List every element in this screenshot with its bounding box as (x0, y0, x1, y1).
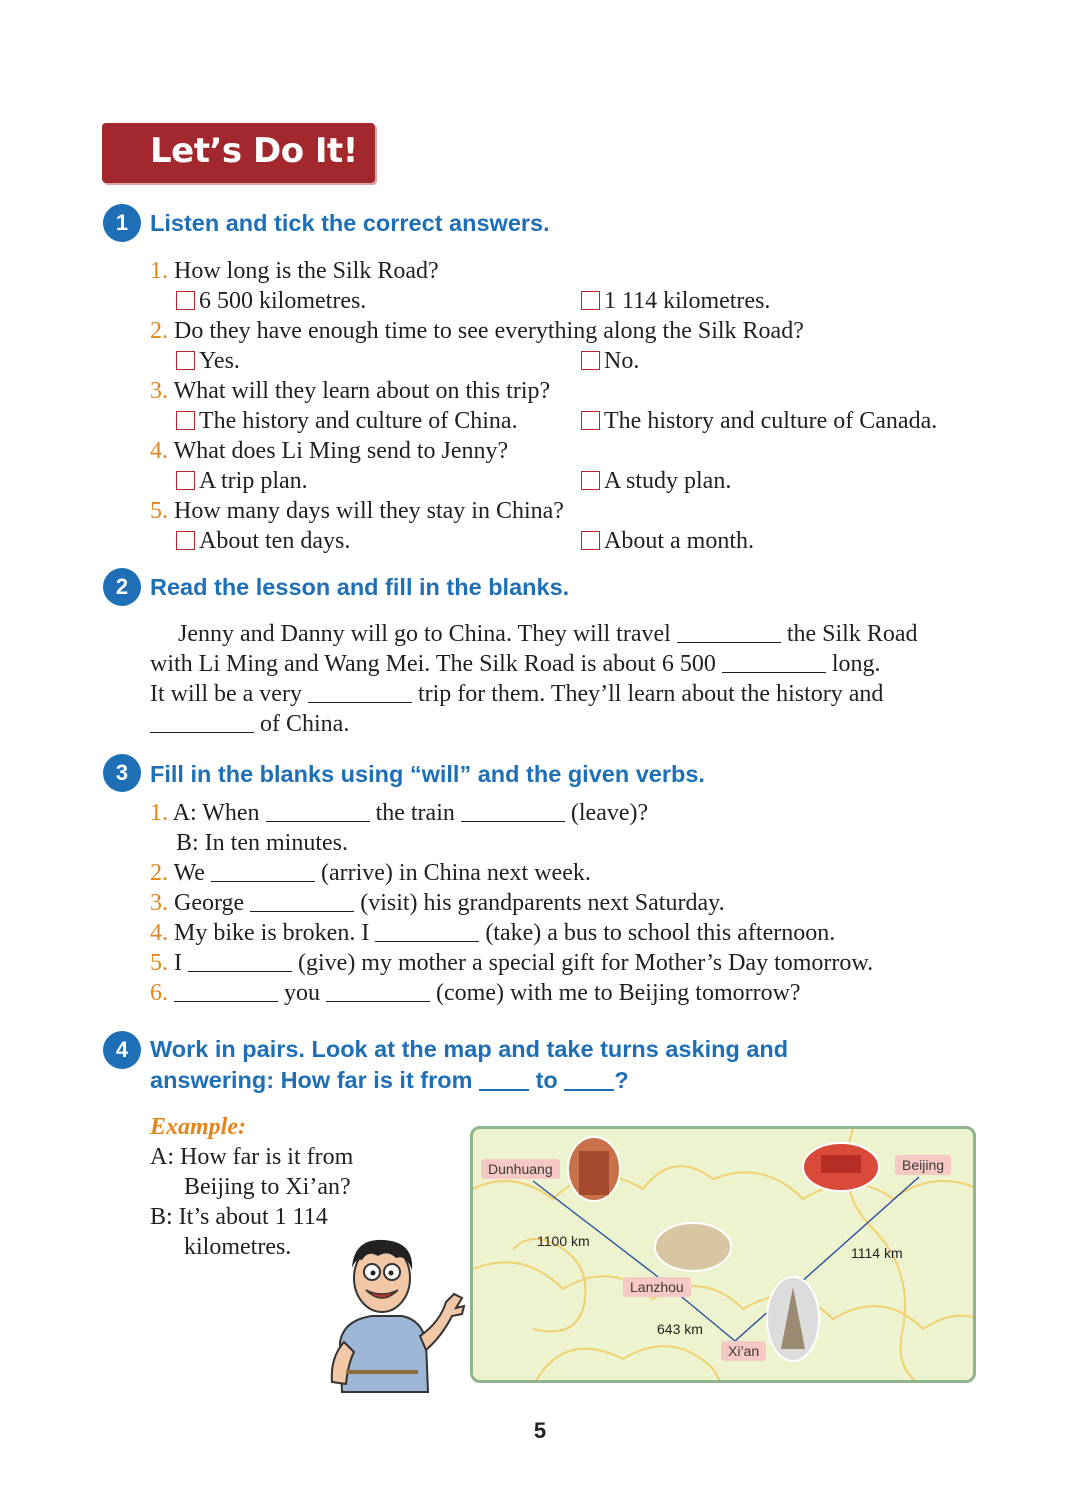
option-4a[interactable]: A trip plan. (176, 466, 308, 496)
boy-illustration (322, 1232, 472, 1394)
question-2: 2. Do they have enough time to see everything along the Silk Road? (150, 318, 804, 344)
section-title-3: Fill in the blanks using “will” and the given verbs. (150, 761, 705, 787)
blank[interactable] (308, 680, 412, 703)
map-city-xian: Xi’an (721, 1341, 766, 1361)
section-number-3: 3 (103, 754, 141, 792)
passage-line-3: It will be a very trip for them. They’ll learn about the history and (150, 681, 884, 707)
section-title-4-line-2: answering: How far is it from to ? (150, 1067, 629, 1093)
section-title-1: Listen and tick the correct answers. (150, 210, 550, 236)
question-3: 3. What will they learn about on this trip? (150, 378, 551, 404)
example-b-line-1: B: It’s about 1 114 (150, 1204, 328, 1230)
option-5a[interactable]: About ten days. (176, 526, 350, 556)
blank[interactable] (150, 710, 254, 733)
blank[interactable] (326, 979, 430, 1002)
page-number: 5 (533, 1418, 547, 1443)
passage-line-1: Jenny and Danny will go to China. They will travel the Silk Road (178, 621, 918, 647)
checkbox[interactable] (581, 291, 600, 310)
checkbox[interactable] (581, 411, 600, 430)
will-item-3: 3. George (visit) his grandparents next Saturday. (150, 890, 725, 916)
passage-line-2: with Li Ming and Wang Mei. The Silk Road is about 6 500 long. (150, 651, 881, 677)
checkbox[interactable] (176, 471, 195, 490)
checkbox[interactable] (176, 411, 195, 430)
option-3a[interactable]: The history and culture of China. (176, 406, 518, 436)
will-item-5: 5. I (give) my mother a special gift for Mother’s Day tomorrow. (150, 950, 874, 976)
example-label: Example: (150, 1114, 246, 1140)
blank[interactable] (188, 949, 292, 972)
checkbox[interactable] (581, 471, 600, 490)
section-banner (102, 123, 375, 183)
section-number-4: 4 (103, 1031, 141, 1069)
blank[interactable] (174, 979, 278, 1002)
example-b-line-2: kilometres. (184, 1234, 292, 1260)
banner-title: Let’s Do It! (150, 131, 358, 171)
option-4b[interactable]: A study plan. (581, 466, 731, 496)
section-number-1: 1 (103, 204, 141, 242)
question-4: 4. What does Li Ming send to Jenny? (150, 438, 509, 464)
map-distance-lanzhou-xian: 643 km (657, 1321, 703, 1337)
checkbox[interactable] (176, 291, 195, 310)
blank[interactable] (461, 799, 565, 822)
example-a-line-2: Beijing to Xi’an? (184, 1174, 351, 1200)
option-3b[interactable]: The history and culture of Canada. (581, 406, 937, 436)
map-distance-dunhuang-lanzhou: 1100 km (537, 1233, 590, 1249)
map-distance-xian-beijing: 1114 km (851, 1245, 903, 1261)
will-item-6: 6. you (come) with me to Beijing tomorrow? (150, 980, 801, 1006)
map-city-lanzhou: Lanzhou (623, 1277, 691, 1297)
will-item-4: 4. My bike is broken. I (take) a bus to school this afternoon. (150, 920, 836, 946)
option-2b[interactable]: No. (581, 346, 639, 376)
blank[interactable] (266, 799, 370, 822)
will-item-1-answer: B: In ten minutes. (176, 830, 348, 856)
will-item-2: 2. We (arrive) in China next week. (150, 860, 591, 886)
map-city-dunhuang: Dunhuang (481, 1159, 560, 1179)
map-city-beijing: Beijing (895, 1155, 951, 1175)
checkbox[interactable] (581, 531, 600, 550)
section-title-4-line-1: Work in pairs. Look at the map and take turns asking and (150, 1036, 789, 1062)
checkbox[interactable] (176, 351, 195, 370)
blank[interactable] (211, 859, 315, 882)
blank[interactable] (250, 889, 354, 912)
section-title-2: Read the lesson and fill in the blanks. (150, 574, 570, 600)
option-2a[interactable]: Yes. (176, 346, 240, 376)
option-1a[interactable]: 6 500 kilometres. (176, 286, 366, 316)
will-item-1: 1. A: When the train (leave)? (150, 800, 649, 826)
option-5b[interactable]: About a month. (581, 526, 754, 556)
blank[interactable] (677, 620, 781, 643)
silk-road-map (470, 1126, 976, 1383)
example-a-line-1: A: How far is it from (150, 1144, 354, 1170)
checkbox[interactable] (176, 531, 195, 550)
option-1b[interactable]: 1 114 kilometres. (581, 286, 770, 316)
question-1: 1. How long is the Silk Road? (150, 258, 439, 284)
blank[interactable] (375, 919, 479, 942)
blank[interactable] (722, 650, 826, 673)
checkbox[interactable] (581, 351, 600, 370)
passage-line-4: of China. (150, 709, 349, 739)
question-5: 5. How many days will they stay in China? (150, 498, 564, 524)
section-number-2: 2 (103, 568, 141, 606)
